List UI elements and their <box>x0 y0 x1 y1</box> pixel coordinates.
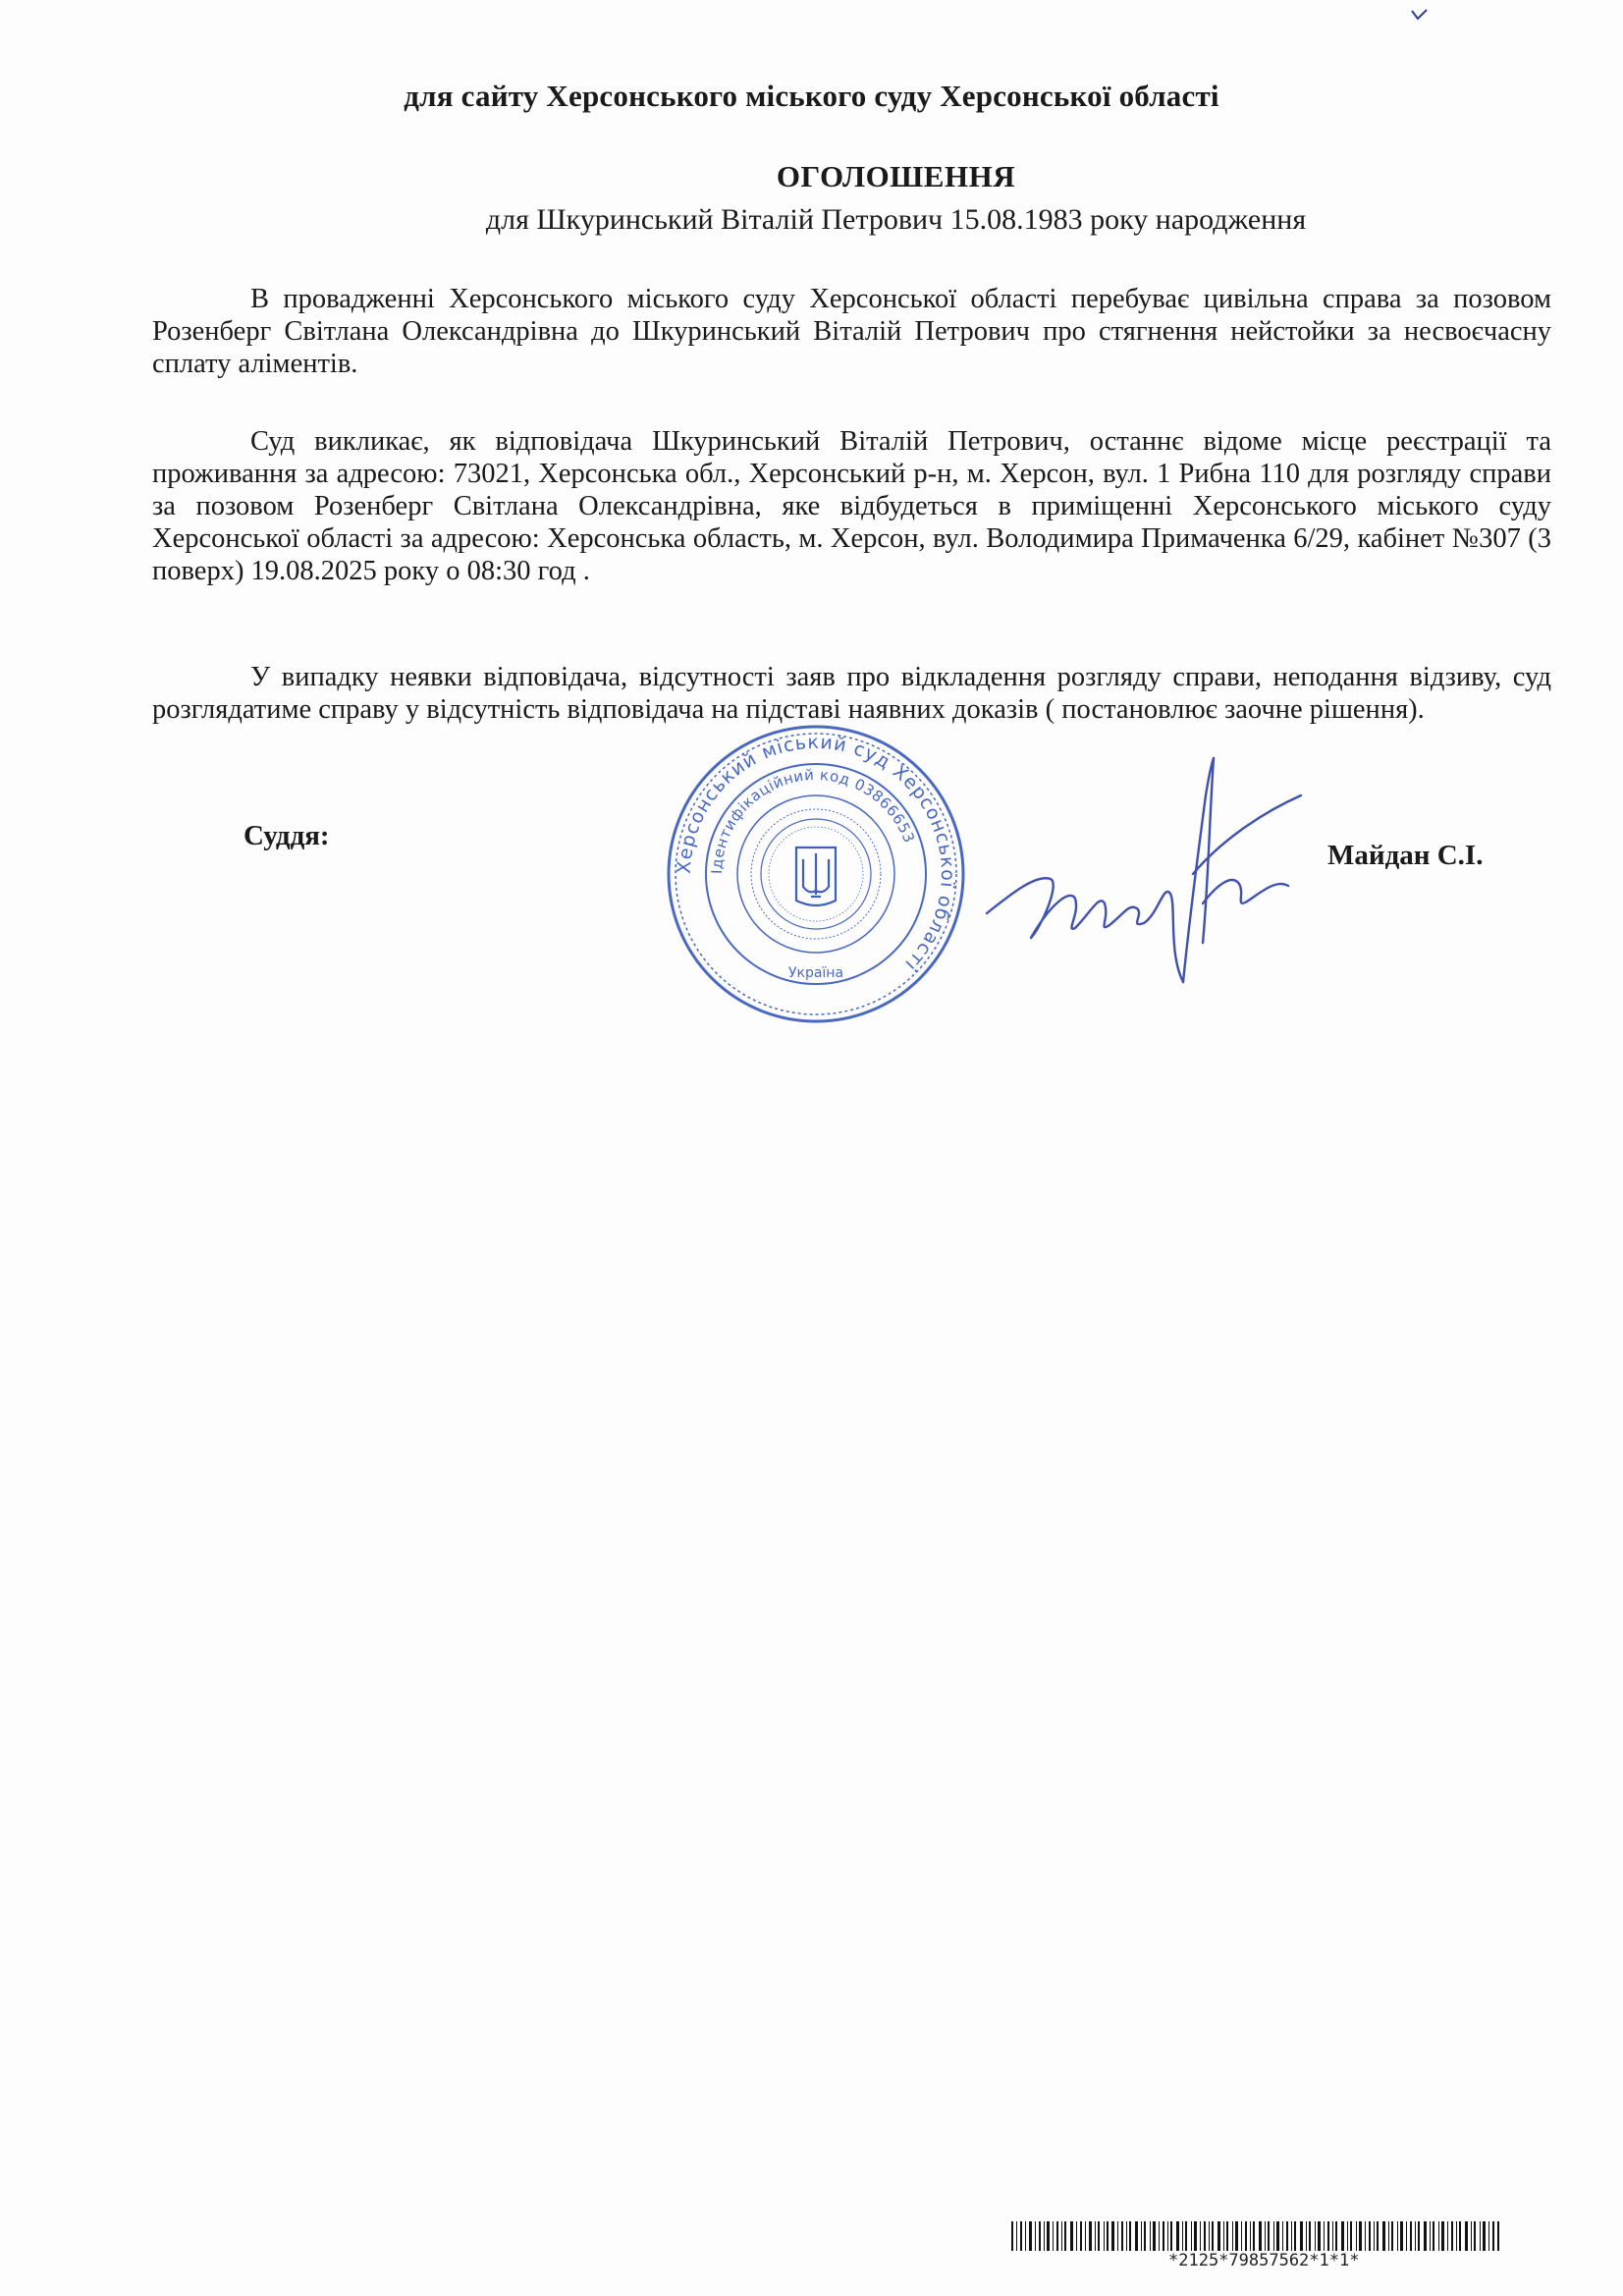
judge-name: Майдан С.І. <box>1327 840 1484 871</box>
document-header: для сайту Херсонського міського суду Херсонської області <box>404 79 1219 113</box>
judge-signature <box>982 756 1306 1011</box>
stamp-inner-text: Ідентифікаційний код 03866653 <box>707 765 919 875</box>
paragraph-summons: Суд викликає, як відповідача Шкуринський Віталій Петрович, останнє відоме місце реєстрації та проживання за адресою: 73021, Херсонська обл., Херсонський р-н, м. Херсон, вул. 1 Рибна 110 для розгляду справи за позовом Розенберг Світлана Олександрівна, яке відбудеться в приміщенні Херсонського міського суду Херсонської області за адресою: Херсонська область, м. Херсон, вул. Володимира Примаченка 6/29, кабінет №307 (3 поверх) 19.08.2025 року о 08:30 год . <box>152 426 1551 586</box>
paragraph-case-info: В провадженні Херсонського міського суду Херсонської області перебуває цивільна справа за позовом Розенберг Світлана Олександрівна до Шкуринський Віталій Петрович про стягнення нейстойки за несвоєчасну сплату аліментів. <box>152 284 1551 379</box>
barcode-number: *2125*79857562*1*1* <box>1168 2251 1360 2270</box>
trident-emblem-icon <box>796 847 836 905</box>
document-subtitle: для Шкуринський Віталій Петрович 15.08.1983 року народження <box>485 203 1307 236</box>
stamp-country-text: Україна <box>787 965 844 981</box>
judge-label: Суддя: <box>243 820 330 851</box>
corner-ink-mark <box>1410 8 1430 22</box>
document-title: ОГОЛОШЕННЯ <box>776 159 1016 193</box>
court-seal-stamp <box>664 722 968 1026</box>
stamp-outer-text: Херсонський міський суд Херсонської області <box>673 731 959 976</box>
document-barcode <box>1011 2221 1502 2251</box>
paragraph-default-judgment: У випадку неявки відповідача, відсутності заяв про відкладення розгляду справи, неподання відзиву, суд розглядатиме справу у відсутність відповідача на підставі наявних доказів ( постановлює заочне рішення). <box>152 662 1551 725</box>
